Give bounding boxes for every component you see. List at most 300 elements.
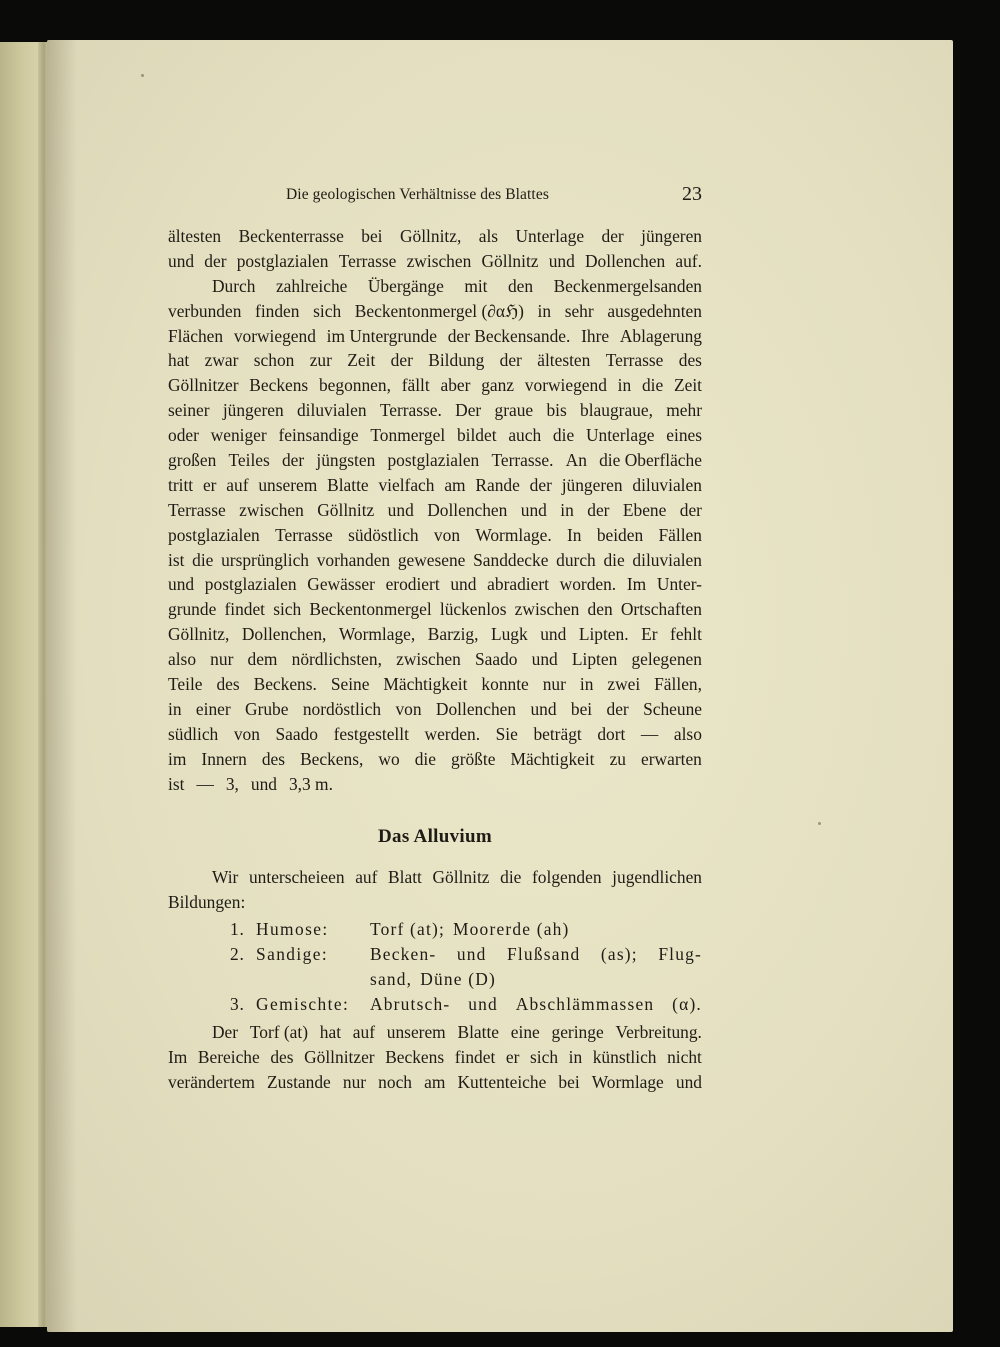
word: und (468, 994, 498, 1014)
word: in (579, 674, 594, 695)
word: ganz (481, 375, 515, 396)
word: sich (273, 599, 302, 620)
word: Terrasse. (491, 450, 554, 471)
word: — (640, 723, 659, 744)
word: Durch (212, 275, 256, 296)
word: und (387, 499, 414, 520)
word: die (603, 549, 625, 570)
word: der (281, 450, 305, 471)
word: in (568, 1046, 583, 1067)
word: Göllnitz, (399, 226, 462, 246)
word: und (531, 649, 558, 670)
word: postglazialen (204, 574, 297, 595)
word: des (261, 748, 286, 769)
list-category: Gemischte: (256, 994, 350, 1014)
word: — (196, 773, 214, 794)
word: ist (168, 773, 185, 794)
word: bis (546, 400, 567, 421)
word: ursprünglich (221, 549, 309, 570)
text-line (168, 548, 702, 573)
word: abradiert (487, 574, 549, 595)
list-item (168, 992, 702, 1017)
word: der (606, 698, 629, 719)
word: schon (253, 350, 295, 371)
text-line (168, 1045, 702, 1070)
word: Göllnitzer (304, 1046, 375, 1067)
word: Unterlage (585, 425, 655, 446)
word: Im (168, 1046, 188, 1067)
word: der (499, 350, 522, 371)
word: tritt (168, 474, 194, 495)
text-line (168, 865, 702, 890)
text-line (168, 324, 702, 349)
word: unserem (386, 1022, 446, 1042)
word: und (675, 1071, 702, 1092)
word: Beckens, (300, 748, 364, 769)
word: Blatte (327, 474, 369, 495)
text-line (168, 523, 702, 548)
word: Göllnitz (317, 499, 375, 520)
word: Flußsand (507, 944, 581, 964)
section-heading: Das Alluvium (378, 826, 492, 847)
word: bei (361, 226, 383, 246)
page-number: 23 (682, 183, 702, 205)
word: Göllnitz, (168, 624, 230, 645)
word: postglazialen (387, 450, 480, 471)
word: Fällen (658, 524, 702, 545)
word: Teiles (228, 450, 270, 471)
word: verbunden (168, 300, 242, 321)
word: der (529, 474, 552, 495)
word: 3,3 m. (288, 773, 333, 794)
word: bildet (456, 425, 497, 446)
word: Beckens (249, 375, 309, 396)
word: feinsandige (278, 425, 359, 446)
list-item (168, 917, 702, 942)
word: Beckentonmergel (∂αℌ) (354, 300, 524, 321)
word: nur (210, 649, 234, 670)
text-line (168, 1020, 702, 1045)
word: Verbreitung. (615, 1022, 702, 1042)
word: Beckenterrasse (238, 226, 344, 246)
word: Ortschaften (620, 599, 702, 620)
word: noch (378, 1071, 412, 1092)
word: nicht (667, 1046, 702, 1067)
word: sand, (370, 969, 413, 989)
intro-paragraph (168, 865, 702, 915)
word: südöstlich (348, 524, 419, 545)
word: und (450, 574, 477, 595)
word: Innern (201, 748, 247, 769)
word: Seine (330, 674, 370, 695)
word: beträgt (533, 723, 582, 744)
word: Flächen (168, 325, 224, 346)
text-line (168, 747, 702, 772)
word: In (567, 524, 582, 545)
word: Sie (495, 723, 518, 744)
word: zwischen (239, 499, 304, 520)
word: Göllnitz (481, 250, 539, 271)
word: Torf (at) (249, 1022, 309, 1042)
word: sich (530, 1046, 559, 1067)
word: Zeit (347, 350, 376, 371)
word: konnte (481, 674, 529, 695)
word: oder (168, 425, 199, 446)
word: und (168, 574, 195, 595)
page-header (168, 184, 702, 208)
word: Übergänge (367, 275, 444, 296)
word: (as); (600, 944, 638, 964)
word: worden. (559, 574, 617, 595)
word: Tonmergel (370, 425, 446, 446)
word: und (168, 250, 195, 271)
word: die (641, 375, 664, 396)
list-item (168, 967, 702, 992)
text-line (168, 299, 702, 324)
word: hat (168, 350, 190, 371)
word: Lipten (571, 649, 618, 670)
word: 3, (225, 773, 239, 794)
word: Fällen, (654, 674, 702, 695)
word: Dollenchen, (241, 624, 327, 645)
word: Beckens (385, 1046, 445, 1067)
list-description (370, 992, 702, 1017)
word: diluvialen (632, 549, 702, 570)
word: jüngeren (641, 226, 702, 246)
word: diluvialen (296, 400, 367, 421)
text-line (168, 672, 702, 697)
word: im Untergrunde (326, 325, 437, 346)
word: Gewässer (307, 574, 375, 595)
word: blaugraue, (580, 400, 653, 421)
word: der Beckensande. (447, 325, 571, 346)
word: ist (168, 549, 185, 570)
word: hat (319, 1022, 342, 1042)
word: fehlt (670, 624, 702, 645)
body-text (168, 224, 702, 796)
word: nur (542, 674, 566, 695)
word: zu (609, 748, 626, 769)
list-number: 2. (230, 944, 245, 964)
word: Zeit (673, 375, 702, 396)
word: Ebene (622, 499, 667, 520)
word: bei (558, 1071, 580, 1092)
word: ältesten (168, 226, 222, 246)
word: Blatte (457, 1022, 500, 1042)
word: findet (224, 599, 266, 620)
word: Wormlage, (338, 624, 416, 645)
word: in (617, 375, 632, 396)
word: Abrutsch- (370, 994, 451, 1014)
text-line (168, 498, 702, 523)
paper-speck (818, 822, 821, 825)
word: werden. (424, 723, 481, 744)
word: am (424, 1071, 446, 1092)
running-head: Die geologischen Verhältnisse des Blattes (286, 186, 549, 203)
word: nordöstlich (302, 698, 382, 719)
word: unterscheieen (248, 867, 345, 887)
word: in (537, 300, 552, 321)
word: ältesten (537, 350, 591, 371)
word: zwar (204, 350, 239, 371)
word: vorhanden (316, 549, 391, 570)
word: auf. (675, 250, 702, 271)
word: auf (226, 474, 249, 495)
word: Saado (474, 649, 518, 670)
word: Beckentonmergel (309, 599, 432, 620)
word: mit (464, 275, 488, 296)
word: unserem (258, 474, 318, 495)
list-item (168, 942, 702, 967)
word: Saado (275, 723, 319, 744)
formation-list (168, 917, 702, 1017)
word: jüngeren (222, 400, 284, 421)
word: Im (626, 574, 647, 595)
word: Terrasse (338, 250, 397, 271)
word: in (168, 698, 182, 719)
word: der (204, 250, 227, 271)
word: eine (510, 1022, 540, 1042)
paragraph-2 (168, 274, 702, 797)
word: vielfach (378, 474, 435, 495)
word: die (500, 867, 522, 887)
word: Der (212, 1022, 239, 1042)
text-line (168, 348, 702, 373)
word: südlich (168, 723, 219, 744)
word: der (679, 499, 702, 520)
word: und (530, 698, 557, 719)
word: zahlreiche (275, 275, 348, 296)
word: postglazialen (236, 250, 329, 271)
word: die (552, 425, 575, 446)
final-paragraph (168, 1020, 702, 1095)
text-line (168, 423, 702, 448)
word: zur (309, 350, 332, 371)
word: Wir (212, 867, 239, 887)
word: Torf (at); (370, 919, 445, 939)
word: begonnen, (318, 375, 391, 396)
word: Ihre (581, 325, 610, 346)
word: Blatt (388, 867, 422, 887)
word: Beckens. (253, 674, 317, 695)
word: Terrasse (275, 524, 333, 545)
word: Göllnitzer (168, 375, 239, 396)
word: zwischen (406, 250, 472, 271)
text-line (168, 722, 702, 747)
word: Dollenchen (427, 499, 508, 520)
text-line (168, 448, 702, 473)
text-line (168, 224, 702, 249)
word: (α). (672, 994, 702, 1014)
list-description (370, 967, 702, 992)
word: Grube (245, 698, 289, 719)
text-line (168, 697, 702, 722)
word: also (168, 649, 197, 670)
word: Lipten. (578, 624, 629, 645)
word: dem (247, 649, 278, 670)
paragraph-1 (168, 224, 702, 274)
word: künstlich (592, 1046, 657, 1067)
text-line (168, 647, 702, 672)
word: postglazialen (168, 524, 260, 545)
text-line (168, 772, 702, 797)
word: und (456, 944, 487, 964)
word: geringe (551, 1022, 604, 1042)
word: sich (313, 300, 342, 321)
word: Lugk (490, 624, 528, 645)
word: Bereiche (197, 1046, 260, 1067)
word: bei (570, 698, 593, 719)
text-line (168, 373, 702, 398)
text-line (168, 274, 702, 299)
word: Dollenchen (435, 698, 517, 719)
word: Unterlage (515, 226, 585, 246)
word: in (560, 499, 574, 520)
text-line (168, 890, 702, 915)
word: erwarten (641, 748, 702, 769)
word: und (540, 624, 567, 645)
word: Kuttenteiche (457, 1071, 547, 1092)
word: findet (454, 1046, 496, 1067)
word: Mächtigkeit (510, 748, 595, 769)
list-description (370, 942, 702, 967)
word: Mächtigkeit (383, 674, 468, 695)
word: folgenden (532, 867, 602, 887)
word: Wormlage (591, 1071, 664, 1092)
text-line (168, 597, 702, 622)
word: und (520, 499, 547, 520)
text-line (168, 249, 702, 274)
word: er (505, 1046, 520, 1067)
word: Terrasse (605, 350, 664, 371)
word: die (414, 748, 436, 769)
word: ausgedehnten (607, 300, 702, 321)
word: beiden (596, 524, 644, 545)
word: Der (455, 400, 482, 421)
word: Göllnitz (432, 867, 490, 887)
word: Dollenchen (585, 250, 666, 271)
word: Rande (475, 474, 520, 495)
word: der (601, 226, 624, 246)
word: Teile (168, 674, 203, 695)
word: jugendlichen (612, 867, 702, 887)
word: vorwiegend (233, 325, 316, 346)
word: den (507, 275, 534, 296)
word: Wormlage. (475, 524, 552, 545)
word: Sanddecke (473, 549, 549, 570)
word: Scheune (643, 698, 702, 719)
word: größte (451, 748, 496, 769)
word: seiner (168, 400, 210, 421)
word: des (678, 350, 702, 371)
word: Er (641, 624, 658, 645)
word: graue (494, 400, 534, 421)
word: auf (352, 1022, 376, 1042)
word: der (390, 350, 413, 371)
word: auch (508, 425, 542, 446)
word: diluvialen (632, 474, 702, 495)
word: im (168, 748, 187, 769)
word: Terrasse. (379, 400, 442, 421)
word: gelegenen (631, 649, 702, 670)
list-number: 1. (230, 919, 245, 939)
word: er (202, 474, 217, 495)
word: erodiert (385, 574, 440, 595)
word: wo (378, 748, 400, 769)
word: am (444, 474, 466, 495)
word: der (587, 499, 610, 520)
word: fällt (401, 375, 430, 396)
word: vorwiegend (524, 375, 607, 396)
paper-speck (141, 74, 144, 77)
word: einer (195, 698, 231, 719)
word: Becken- (370, 944, 437, 964)
word: zwei (607, 674, 641, 695)
list-category: Sandige: (256, 944, 329, 964)
text-line (168, 1070, 702, 1095)
word: dort (597, 723, 626, 744)
word: des (216, 674, 240, 695)
word: lückenlos (439, 599, 507, 620)
word: grunde (168, 599, 217, 620)
word: zwischen (514, 599, 580, 620)
word: als (478, 226, 499, 246)
word: durch (556, 549, 596, 570)
word: An (565, 450, 587, 471)
word: Zustande (267, 1071, 331, 1092)
word: nur (342, 1071, 367, 1092)
word: und (250, 773, 277, 794)
word: Abschlämmassen (515, 994, 655, 1014)
word: verändertem (168, 1071, 255, 1092)
word: eines (666, 425, 702, 446)
text-line (168, 622, 702, 647)
word: die Oberfläche (599, 450, 702, 471)
word: Düne (D) (420, 969, 496, 989)
word: Terrasse (168, 499, 226, 520)
word: mehr (666, 400, 702, 421)
list-category: Humose: (256, 919, 329, 939)
word: jüngsten (316, 450, 376, 471)
word: die (192, 549, 214, 570)
word: großen (168, 450, 217, 471)
text-line (168, 473, 702, 498)
word: Ablagerung (619, 325, 702, 346)
word: Moorerde (ah) (453, 919, 570, 939)
list-description (370, 917, 702, 942)
word: den (587, 599, 613, 620)
word: weniger (210, 425, 267, 446)
word: zwischen (396, 649, 461, 670)
word: nördlichsten, (291, 649, 382, 670)
word: finden (255, 300, 300, 321)
text-line (168, 572, 702, 597)
word: also (673, 723, 702, 744)
word: Bildungen: (168, 891, 246, 912)
word: jüngeren (561, 474, 623, 495)
word: Beckenmergelsanden (553, 275, 702, 296)
word: aber (440, 375, 471, 396)
word: sehr (564, 300, 594, 321)
word: und (548, 250, 575, 271)
word: von (395, 698, 422, 719)
text-line (168, 398, 702, 423)
word: von (433, 524, 461, 545)
word: festgestellt (333, 723, 409, 744)
word: auf (355, 867, 378, 887)
word: Flug- (658, 944, 702, 964)
word: Bildung (428, 350, 485, 371)
